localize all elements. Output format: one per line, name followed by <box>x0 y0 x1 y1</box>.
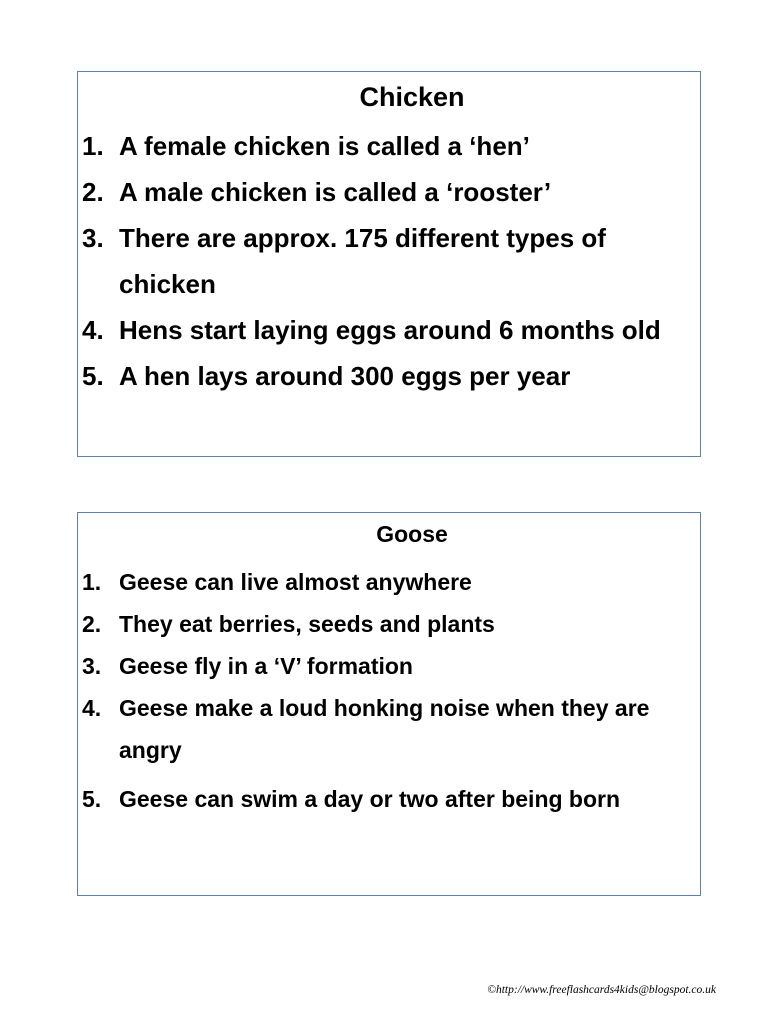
flashcard-chicken <box>77 71 701 457</box>
list-item <box>82 561 696 603</box>
list-item <box>82 123 696 169</box>
item-text: There are approx. 175 different types of chicken <box>119 223 606 299</box>
item-number: 1. <box>82 569 102 595</box>
item-number: 4. <box>82 695 102 721</box>
card-title: Chicken <box>359 82 465 112</box>
list-item <box>82 169 696 215</box>
item-number: 5. <box>82 786 102 812</box>
item-number: 2. <box>82 611 102 637</box>
item-text: Geese fly in a ‘V’ formation <box>119 653 413 679</box>
item-text: They eat berries, seeds and plants <box>119 611 495 637</box>
item-number: 1. <box>82 131 104 161</box>
item-number: 3. <box>82 223 104 253</box>
copyright-footer: ©http://www.freeflashcards4kids@blogspot.co.uk <box>487 984 716 996</box>
fact-list <box>82 123 696 399</box>
item-text: A hen lays around 300 eggs per year <box>119 361 571 391</box>
item-number: 4. <box>82 315 104 345</box>
item-text: Geese can live almost anywhere <box>119 569 472 595</box>
item-number: 2. <box>82 177 104 207</box>
item-text: A female chicken is called a ‘hen’ <box>119 131 530 161</box>
item-text: A male chicken is called a ‘rooster’ <box>119 177 552 207</box>
flashcard-goose <box>77 512 701 896</box>
item-text: Hens start laying eggs around 6 months old <box>119 315 661 345</box>
item-number: 3. <box>82 653 102 679</box>
item-number: 5. <box>82 361 104 391</box>
list-item <box>82 687 696 771</box>
card-title: Goose <box>376 521 448 547</box>
list-item <box>82 778 696 820</box>
item-text: Geese can swim a day or two after being born <box>119 786 621 812</box>
fact-list <box>82 561 696 820</box>
list-item <box>82 603 696 645</box>
list-item <box>82 215 696 307</box>
list-item <box>82 307 696 353</box>
item-text: Geese make a loud honking noise when they are angry <box>119 695 650 763</box>
list-item <box>82 353 696 399</box>
list-item <box>82 645 696 687</box>
